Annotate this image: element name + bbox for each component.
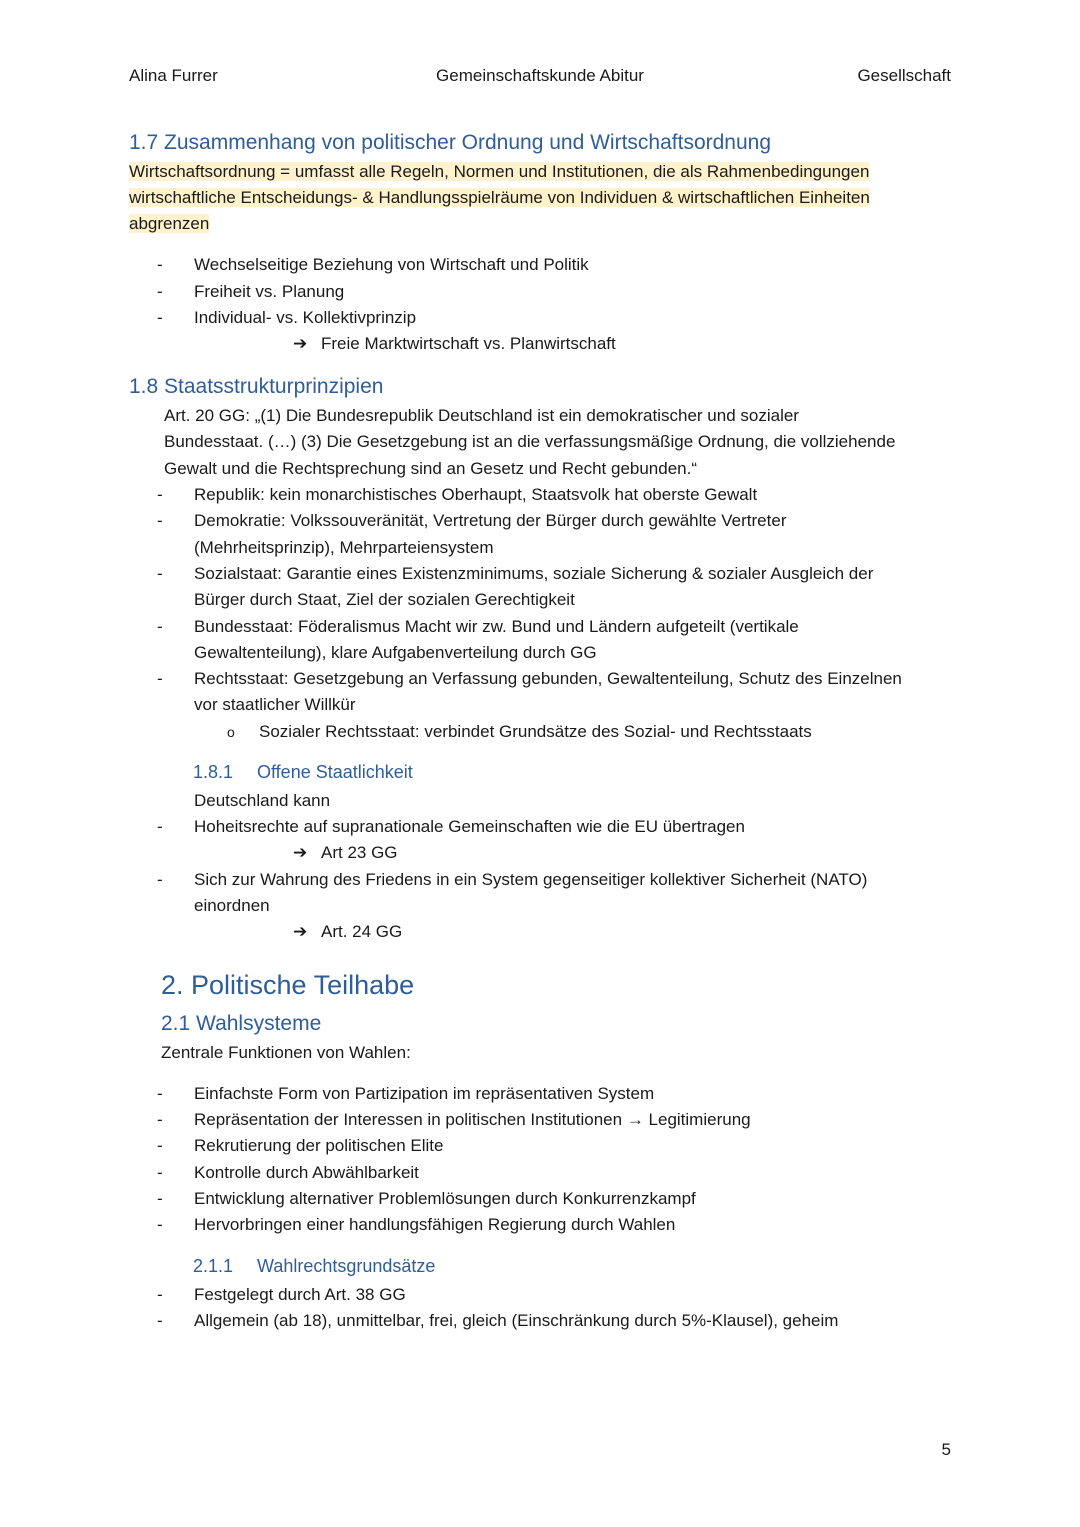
page-number: 5 (941, 1440, 951, 1459)
dash-bullet: - (157, 1136, 163, 1155)
list-item: Rekrutierung der politischen Elite (194, 1136, 444, 1155)
list-item: Wechselseitige Beziehung von Wirtschaft und Politik (194, 255, 589, 274)
header-course: Gemeinschaftskunde Abitur (436, 66, 644, 85)
dash-bullet: - (157, 1311, 163, 1330)
dash-bullet: - (157, 1110, 163, 1129)
list-item: Rechtsstaat: Gesetzgebung an Verfassung gebunden, Gewaltenteilung, Schutz des Einzelnen (194, 669, 902, 688)
list-item: Freiheit vs. Planung (194, 282, 345, 301)
dash-bullet: - (157, 617, 163, 636)
list-item: Demokratie: Volkssouveränität, Vertretung der Bürger durch gewählte Vertreter (194, 511, 787, 530)
quote-line-1: Art. 20 GG: „(1) Die Bundesrepublik Deutschland ist ein demokratischer und sozialer (164, 406, 799, 425)
list-item: Hervorbringen einer handlungsfähigen Regierung durch Wahlen (194, 1215, 676, 1234)
dash-bullet: - (157, 485, 163, 504)
heading-1-8-1: 1.8.1 Offene Staatlichkeit (193, 762, 413, 782)
dash-bullet: - (157, 564, 163, 583)
list-item: Entwicklung alternativer Problemlösungen durch Konkurrenzkampf (194, 1189, 696, 1208)
paragraph: Deutschland kann (194, 791, 331, 810)
paragraph: Zentrale Funktionen von Wahlen: (161, 1043, 411, 1062)
header-author: Alina Furrer (129, 66, 218, 85)
arrow-right-icon: ➔ (293, 843, 308, 862)
heading-1-7: 1.7 Zusammenhang von politischer Ordnung und Wirtschaftsordnung (129, 131, 772, 154)
dash-bullet: - (157, 255, 163, 274)
dash-bullet: - (157, 1163, 163, 1182)
sub-list-item: Sozialer Rechtsstaat: verbindet Grundsätze des Sozial- und Rechtsstaats (259, 722, 812, 741)
dash-bullet: - (157, 669, 163, 688)
header-topic: Gesellschaft (857, 66, 951, 85)
list-item: Individual- vs. Kollektivprinzip (194, 308, 417, 327)
list-item: Kontrolle durch Abwählbarkeit (194, 1163, 419, 1182)
heading-2: 2. Politische Teilhabe (161, 970, 415, 1000)
definition-line-2: wirtschaftliche Entscheidungs- & Handlungsspielräume von Individuen & wirtschaftlichen Einheiten (129, 188, 870, 207)
heading-2-1: 2.1 Wahlsysteme (161, 1012, 322, 1035)
quote-line-2: Bundesstaat. (…) (3) Die Gesetzgebung ist an die verfassungsmäßige Ordnung, die vollziehende (164, 432, 896, 451)
arrow-conclusion: ➔ Art 23 GG (293, 841, 398, 865)
arrow-conclusion: ➔ Art. 24 GG (293, 920, 402, 944)
quote-line-3: Gewalt und die Rechtsprechung sind an Gesetz und Recht gebunden.“ (164, 459, 698, 478)
dash-bullet: - (157, 1189, 163, 1208)
dash-bullet: - (157, 282, 163, 301)
list-item: Allgemein (ab 18), unmittelbar, frei, gleich (Einschränkung durch 5%-Klausel), geheim (194, 1311, 839, 1330)
dash-bullet: - (157, 817, 163, 836)
dash-bullet: - (157, 870, 163, 889)
arrow-conclusion: ➔ Freie Marktwirtschaft vs. Planwirtschaft (293, 332, 616, 356)
list-item: Hoheitsrechte auf supranationale Gemeinschaften wie die EU übertragen (194, 817, 745, 836)
list-item-cont: (Mehrheitsprinzip), Mehrparteiensystem (194, 538, 494, 557)
definition-line-3: abgrenzen (129, 214, 210, 233)
list-item: Repräsentation der Interessen in politischen Institutionen → Legitimierung (194, 1110, 751, 1129)
dash-bullet: - (157, 511, 163, 530)
dash-bullet: - (157, 308, 163, 327)
list-item: Festgelegt durch Art. 38 GG (194, 1285, 406, 1304)
circle-bullet: o (227, 724, 235, 740)
heading-1-8: 1.8 Staatsstrukturprinzipien (129, 375, 384, 398)
list-item: Sozialstaat: Garantie eines Existenzminimums, soziale Sicherung & sozialer Ausgleich der (194, 564, 874, 583)
definition-line-1: Wirtschaftsordnung = umfasst alle Regeln, Normen und Institutionen, die als Rahmenbedingungen (129, 162, 870, 181)
dash-bullet: - (157, 1285, 163, 1304)
arrow-right-icon: ➔ (293, 334, 308, 353)
dash-bullet: - (157, 1215, 163, 1234)
list-item-cont: einordnen (194, 896, 270, 915)
list-item-cont: Gewaltenteilung), klare Aufgabenverteilung durch GG (194, 643, 597, 662)
list-item: Bundesstaat: Föderalismus Macht wir zw. Bund und Ländern aufgeteilt (vertikale (194, 617, 799, 636)
list-item-cont: vor staatlicher Willkür (194, 695, 356, 714)
arrow-right-icon: ➔ (293, 922, 308, 941)
list-item: Republik: kein monarchistisches Oberhaupt, Staatsvolk hat oberste Gewalt (194, 485, 758, 504)
list-item-cont: Bürger durch Staat, Ziel der sozialen Gerechtigkeit (194, 590, 575, 609)
heading-2-1-1: 2.1.1 Wahlrechtsgrundsätze (193, 1256, 436, 1276)
list-item: Einfachste Form von Partizipation im repräsentativen System (194, 1084, 655, 1103)
list-item: Sich zur Wahrung des Friedens in ein System gegenseitiger kollektiver Sicherheit (NATO) (194, 870, 868, 889)
page-header (129, 66, 951, 90)
dash-bullet: - (157, 1084, 163, 1103)
